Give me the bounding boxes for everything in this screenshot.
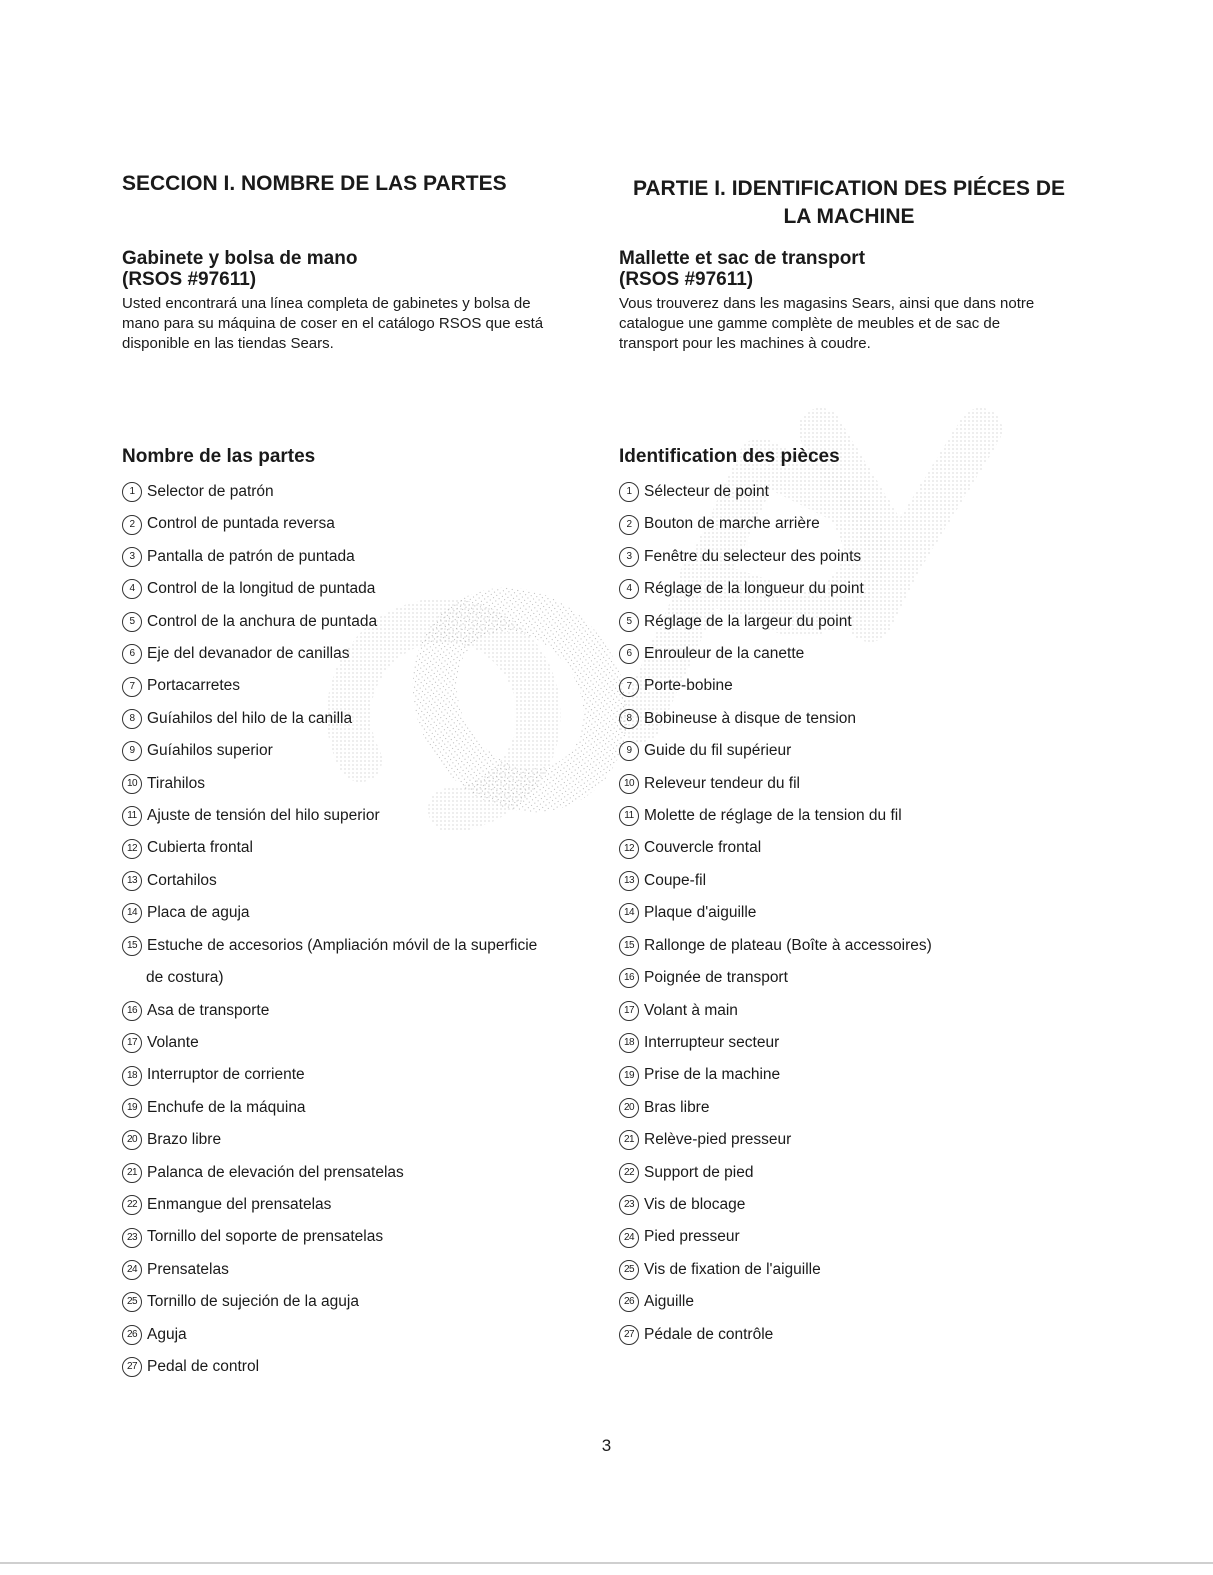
part-number-badge: 19 [122,1098,142,1118]
part-item [122,703,537,735]
part-number-badge: 16 [619,968,639,988]
part-label: Control de puntada reversa [147,515,335,533]
part-label: Molette de réglage de la tension du fil [644,807,902,825]
part-item [619,476,932,508]
page-number: 3 [601,1436,612,1455]
part-number-badge: 18 [619,1033,639,1053]
parts-list-es [122,476,537,1383]
part-label: Control de la anchura de puntada [147,612,378,630]
part-item [122,1189,537,1221]
part-number-badge: 24 [619,1228,639,1248]
part-item [619,573,932,605]
part-label: Pédale de contrôle [644,1325,774,1343]
part-label: Prise de la machine [644,1066,781,1084]
part-label: Releveur tendeur du fil [644,774,800,792]
part-item [619,995,932,1027]
part-item [619,1319,932,1351]
part-number-badge: 1 [122,482,142,502]
part-number-badge: 21 [122,1163,142,1183]
part-label: Réglage de la largeur du point [644,612,852,630]
paragraph-line: mano para su máquina de coser en el catálogo RSOS que está [122,315,544,332]
part-item [122,508,537,540]
part-item [619,1221,932,1253]
part-number-badge: 1 [619,482,639,502]
part-number-badge: 12 [122,839,142,859]
part-item [619,1157,932,1189]
part-item [619,541,932,573]
part-label: Enchufe de la máquina [147,1098,306,1116]
part-item-continuation: de costura) [146,969,224,987]
part-item [122,638,537,670]
part-number-badge: 23 [619,1195,639,1215]
part-item [619,606,932,638]
section-title-line2-fr: LA MACHINE [783,205,915,228]
section-title-line1-fr: PARTIE I. IDENTIFICATION DES PIÉCES DE [632,177,1066,200]
part-item [619,1059,932,1091]
part-item [619,1286,932,1318]
part-number-badge: 13 [619,871,639,891]
part-item [122,865,537,897]
part-label: Interruptor de corriente [147,1066,305,1084]
part-item [122,670,537,702]
part-label: Enrouleur de la canette [644,645,805,663]
paragraph-line: disponible en las tiendas Sears. [122,335,334,352]
paragraph-line: transport pour les machines à coudre. [619,335,871,352]
part-item [122,606,537,638]
part-label: Eje del devanador de canillas [147,645,350,663]
part-number-badge: 10 [619,774,639,794]
part-item [619,1092,932,1124]
part-number-badge: 4 [619,579,639,599]
part-label: Réglage de la longueur du point [644,580,864,598]
part-item [122,800,537,832]
part-label: Placa de aguja [147,904,250,922]
part-item [619,897,932,929]
part-item [619,1027,932,1059]
part-label: Guíahilos superior [147,742,273,760]
part-label: Palanca de elevación del prensatelas [147,1163,404,1181]
part-item [122,930,537,962]
paragraph-line: Usted encontrará una línea completa de gabinetes y bolsa de [122,295,531,312]
part-label: Rallonge de plateau (Boîte à accessoires) [644,936,932,954]
part-item [122,1351,537,1383]
part-number-badge: 27 [619,1325,639,1345]
cabinet-heading-line2-es: (RSOS #97611) [122,269,257,290]
part-number-badge: 15 [122,936,142,956]
part-item [122,832,537,864]
part-number-badge: 11 [619,806,639,826]
part-number-badge: 26 [619,1292,639,1312]
part-number-badge: 17 [122,1033,142,1053]
part-label: Aguja [147,1325,187,1343]
part-number-badge: 22 [122,1195,142,1215]
part-item [122,735,537,767]
part-number-badge: 5 [619,612,639,632]
cabinet-paragraph-fr [619,294,1034,354]
section-title-es: SECCION I. NOMBRE DE LAS PARTES [122,172,507,195]
part-number-badge: 20 [122,1130,142,1150]
part-label: Tirahilos [147,774,205,792]
part-label: Pantalla de patrón de puntada [147,547,355,565]
part-number-badge: 23 [122,1228,142,1248]
part-label: Bobineuse à disque de tension [644,709,856,727]
part-number-badge: 17 [619,1001,639,1021]
part-number-badge: 27 [122,1357,142,1377]
part-number-badge: 12 [619,839,639,859]
part-label: Brazo libre [147,1131,222,1149]
paragraph-line: Vous trouverez dans les magasins Sears, ainsi que dans notre [619,295,1035,312]
part-label: Enmangue del prensatelas [147,1195,332,1213]
part-label: Support de pied [644,1163,754,1181]
part-label: Vis de fixation de l'aiguille [644,1260,821,1278]
part-item [619,1124,932,1156]
parts-heading-es: Nombre de las partes [122,446,316,467]
part-label: Volante [147,1033,199,1051]
part-label: Pied presseur [644,1228,740,1246]
part-number-badge: 24 [122,1260,142,1280]
part-item [619,930,932,962]
part-number-badge: 3 [619,547,639,567]
cabinet-heading-line1-fr: Mallette et sac de transport [619,248,866,269]
parts-list-fr [619,476,932,1351]
part-item [122,1157,537,1189]
part-label: Prensatelas [147,1260,229,1278]
part-item [619,670,932,702]
part-label: Pedal de control [147,1357,260,1375]
part-number-badge: 6 [619,644,639,664]
paragraph-line: catalogue une gamme complète de meubles et de sac de [619,315,1001,332]
part-label: Selector de patrón [147,483,274,500]
part-item [122,995,537,1027]
part-number-badge: 2 [122,515,142,535]
part-label: Porte-bobine [644,677,733,695]
part-label: Vis de blocage [644,1195,746,1213]
part-number-badge: 8 [619,709,639,729]
part-item [619,508,932,540]
part-label: Coupe-fil [644,871,707,889]
part-item [619,962,932,994]
part-label: Ajuste de tensión del hilo superior [147,807,380,825]
part-label: Tornillo de sujeción de la aguja [147,1293,359,1311]
cabinet-heading-line1-es: Gabinete y bolsa de mano [122,248,358,269]
part-number-badge: 8 [122,709,142,729]
part-number-badge: 7 [619,677,639,697]
cabinet-heading-line2-fr: (RSOS #97611) [619,269,754,290]
part-number-badge: 6 [122,644,142,664]
part-item [122,541,537,573]
part-number-badge: 18 [122,1066,142,1086]
part-number-badge: 2 [619,515,639,535]
part-label: Plaque d'aiguille [644,904,757,922]
cabinet-paragraph-es [122,294,543,354]
part-number-badge: 11 [122,806,142,826]
part-number-badge: 22 [619,1163,639,1183]
part-label: Estuche de accesorios (Ampliación móvil de la superficie [147,936,538,954]
part-number-badge: 9 [619,741,639,761]
part-number-badge: 3 [122,547,142,567]
part-label: Guíahilos del hilo de la canilla [147,709,353,727]
part-item [122,476,537,508]
part-number-badge: 21 [619,1130,639,1150]
part-label: Cubierta frontal [147,839,253,857]
part-item [619,1189,932,1221]
part-label: Portacarretes [147,677,241,695]
part-number-badge: 19 [619,1066,639,1086]
part-label: Cortahilos [147,871,217,889]
cabinet-heading-es [122,248,357,290]
part-label: Poignée de transport [644,969,788,987]
part-label: Bras libre [644,1098,710,1116]
part-item [122,1286,537,1318]
part-item [122,897,537,929]
part-label: Fenêtre du selecteur des points [644,547,862,565]
part-label: Tornillo del soporte de prensatelas [147,1228,384,1246]
scan-edge-divider [0,1562,1213,1564]
part-label: Aiguille [644,1293,694,1311]
part-number-badge: 25 [122,1292,142,1312]
part-item [122,1059,537,1091]
part-number-badge: 25 [619,1260,639,1280]
part-item [122,1092,537,1124]
part-number-badge: 15 [619,936,639,956]
part-item [619,800,932,832]
part-item [619,832,932,864]
part-number-badge: 14 [619,903,639,923]
part-item [619,703,932,735]
section-title-fr [619,175,1079,231]
cabinet-heading-fr [619,248,865,290]
part-item [122,1027,537,1059]
part-label: Guide du fil supérieur [644,742,792,760]
part-label: Asa de transporte [147,1001,270,1019]
part-number-badge: 10 [122,774,142,794]
part-item [122,1254,537,1286]
part-item [122,1221,537,1253]
part-label: Bouton de marche arrière [644,515,820,533]
part-item [619,638,932,670]
part-item [122,1124,537,1156]
part-item [619,735,932,767]
part-number-badge: 5 [122,612,142,632]
part-label: Couvercle frontal [644,839,762,857]
part-item [122,573,537,605]
part-number-badge: 20 [619,1098,639,1118]
part-item [619,1254,932,1286]
part-label: Control de la longitud de puntada [147,580,376,598]
part-number-badge: 16 [122,1001,142,1021]
parts-heading-fr: Identification des pièces [619,446,840,467]
part-number-badge: 7 [122,677,142,697]
part-label: Relève-pied presseur [644,1131,792,1149]
part-number-badge: 14 [122,903,142,923]
part-number-badge: 26 [122,1325,142,1345]
part-number-badge: 4 [122,579,142,599]
part-item [122,768,537,800]
part-label: Volant à main [644,1001,738,1019]
part-item [619,768,932,800]
part-item [619,865,932,897]
part-label: Interrupteur secteur [644,1033,780,1051]
part-number-badge: 9 [122,741,142,761]
part-item [122,1319,537,1351]
part-label: Sélecteur de point [644,483,769,500]
part-number-badge: 13 [122,871,142,891]
